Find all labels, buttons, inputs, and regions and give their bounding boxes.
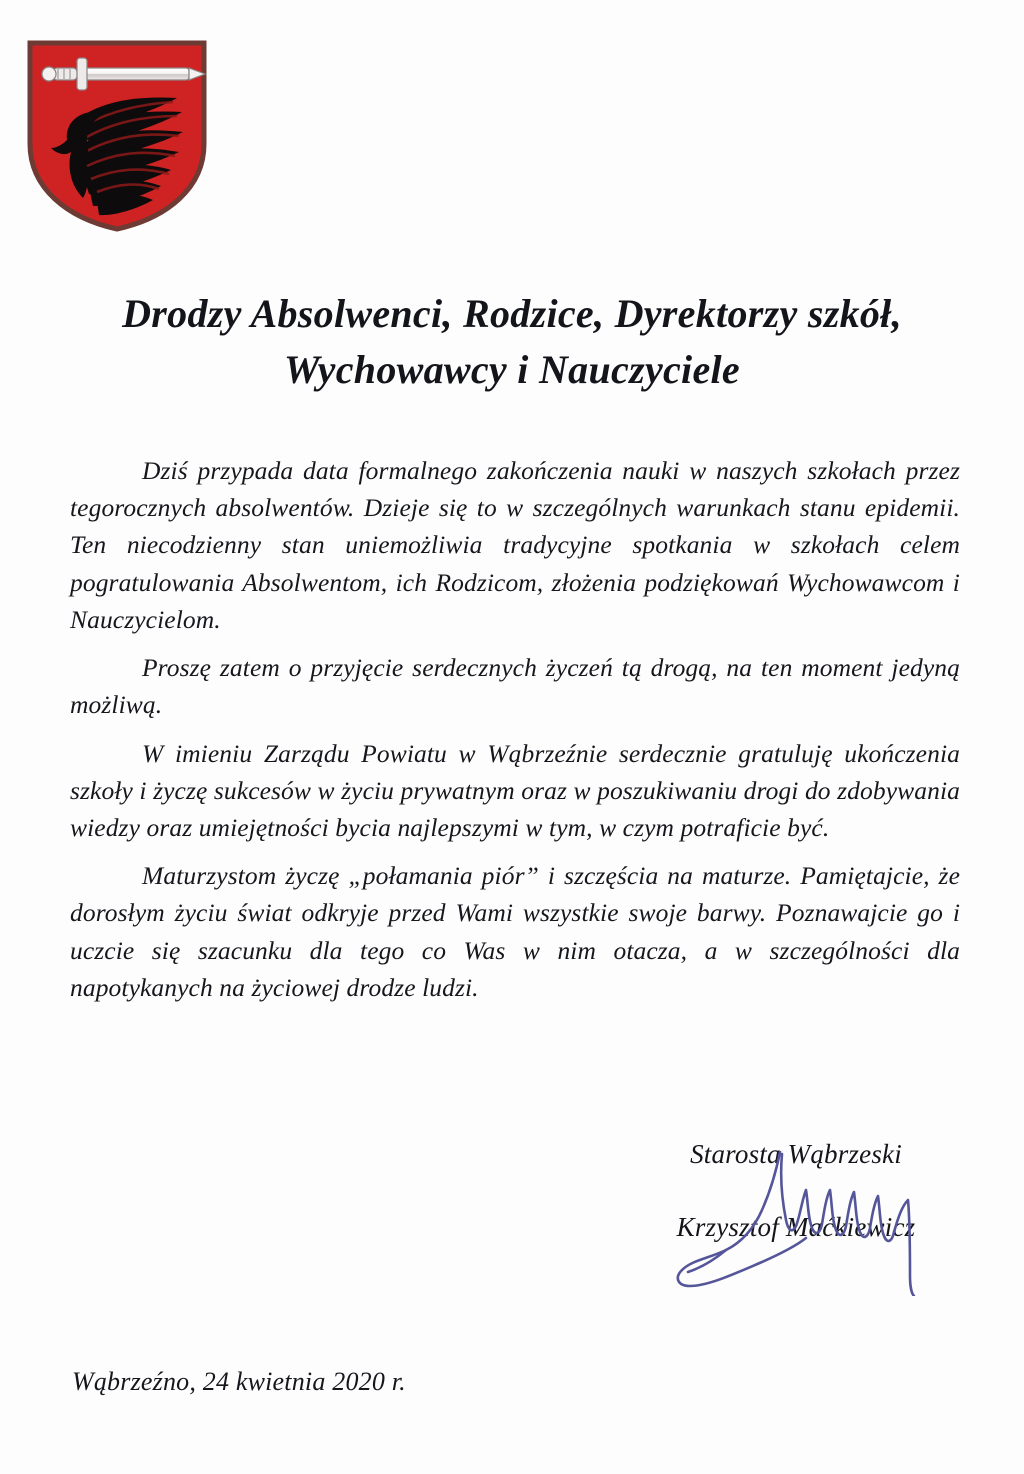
signature-name: Krzysztof Maćkiewicz [676,1212,916,1243]
letter-body [70,452,960,1006]
body-paragraph: W imieniu Zarządu Powiatu w Wąbrzeźnie serdecznie gratuluję ukończenia szkoły i życzę sukcesów w życiu prywatnym oraz w poszukiwaniu drogi do zdobywania wiedzy oraz umiejętności bycia najlepszymi w tym, w czym potraficie być. [70,738,960,842]
place-and-date: Wąbrzeźno, 24 kwietnia 2020 r. [72,1367,406,1396]
heading-line-1: Drodzy Absolwenci, Rodzice, Dyrektorzy szkół, [122,290,902,336]
coat-of-arms-crest [27,40,207,232]
letter-heading [62,285,962,399]
body-paragraph: Proszę zatem o przyjęcie serdecznych życzeń tą drogą, na ten moment jedyną możliwą. [70,653,960,720]
signature-title: Starosta Wąbrzeski [690,1139,902,1169]
signature-block [600,1138,992,1244]
body-paragraph: Maturzystom życzę „połamania piór” i szczęścia na maturze. Pamiętajcie, że dorosłym życiu świat odkryje przed Wami wszystkie swoje barwy. Poznawajcie go i uczcie się szacunku dla tego co Was w nim otacza, a w szczególności dla napotykanych na życiowej drodze ludzi. [70,861,960,1002]
body-paragraph: Dziś przypada data formalnego zakończenia nauki w naszych szkołach przez tegorocznych absolwentów. Dzieje się to w szczególnych warunkach stanu epidemii. Ten niecodzienny stan uniemożliwia tradycyjne spotkania w szkołach celem pogratulowania Absolwentom, ich Rodzicom, złożenia podziękowań Wychowawcom i Nauczycielom. [70,456,960,634]
heading-line-2: Wychowawcy i Nauczyciele [284,346,740,392]
